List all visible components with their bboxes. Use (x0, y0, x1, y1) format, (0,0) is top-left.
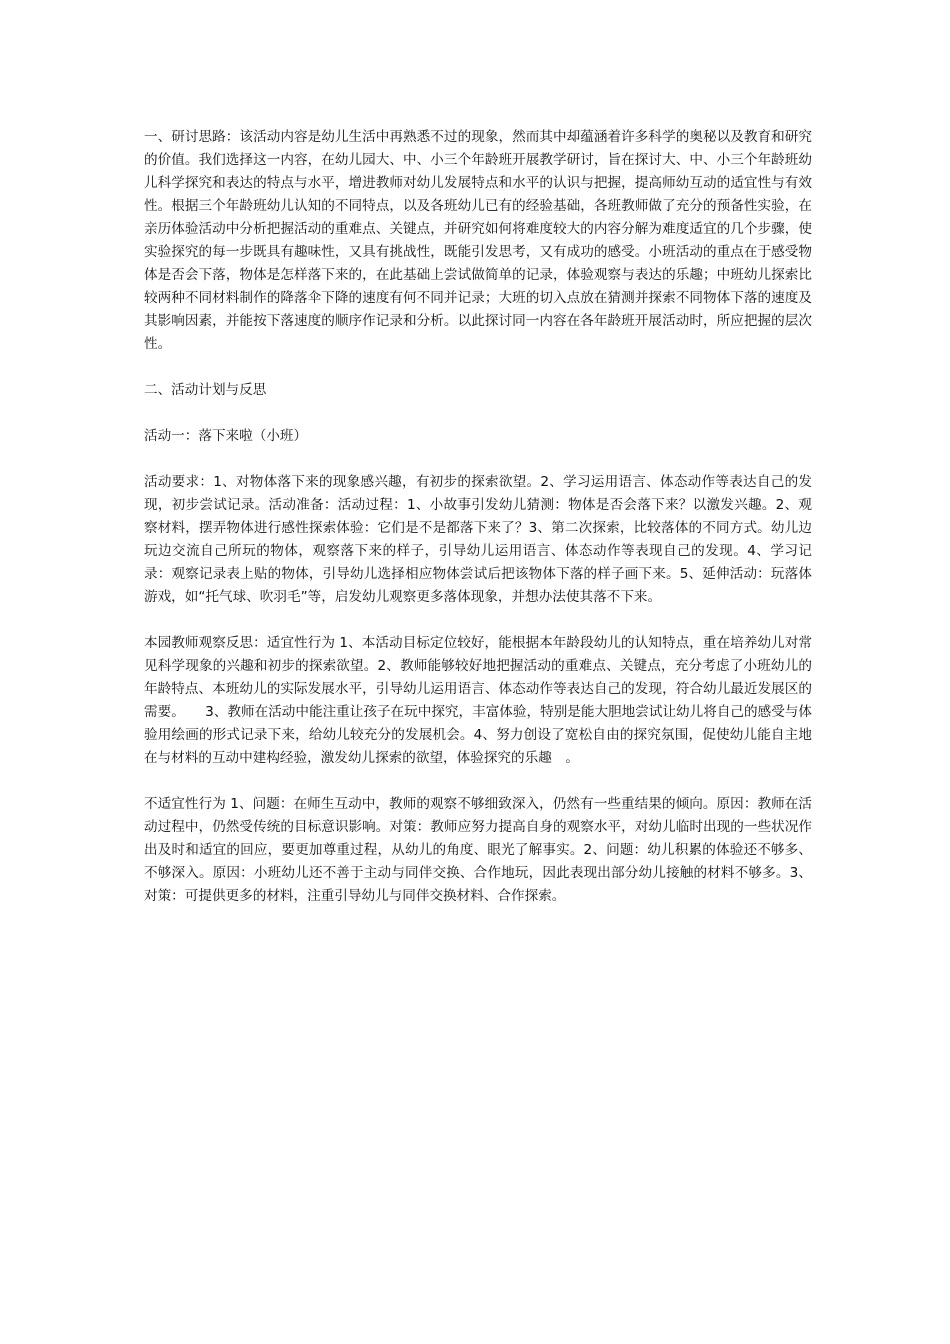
paragraph-spacer (144, 448, 812, 471)
activity-title: 活动一：落下来啦（小班） (144, 428, 308, 444)
paragraph-spacer (144, 770, 812, 793)
paragraph-teacher-reflection: 本园教师观察反思：适宜性行为 1、本活动目标定位较好，能根据本年龄段幼儿的认知特点，重在培养幼儿对常见科学现象的兴趣和初步的探索欲望。2、教师能够较好地把握活动的重难点、关键点，充分考虑了小班幼儿的年龄特点、本班幼儿的实际发展水平，引导幼儿运用语言、体态动作等表达自己的发现，符合幼儿最近发展区的需要。 3、教师在活动中能注重让孩子在玩中探究，丰富体验，特别是能大胆地尝试让幼儿将自己的感受与体验用绘画的形式记录下来，给幼儿较充分的发展机会。4、努力创设了宽松自由的探究氛围，促使幼儿能自主地在与材料的互动中建构经验，激发幼儿探索的欲望，体验探究的乐趣 。 (144, 635, 812, 766)
paragraph-spacer (144, 402, 812, 425)
document-page (144, 126, 812, 908)
paragraph-research-approach: 一、研讨思路：该活动内容是幼儿生活中再熟悉不过的现象，然而其中却蕴涵着许多科学的奥秘以及教育和研究的价值。我们选择这一内容，在幼儿园大、中、小三个年龄班开展教学研讨，旨在探讨大、中、小三个年龄班幼儿科学探究和表达的特点与水平，增进教师对幼儿发展特点和水平的认识与把握，提高师幼互动的适宜性与有效性。根据三个年龄班幼儿认知的不同特点，以及各班幼儿已有的经验基础，各班教师做了充分的预备性实验，在亲历体验活动中分析把握活动的重难点、关键点，并研究如何将难度较大的内容分解为难度适宜的几个步骤，使实验探究的每一步既具有趣味性，又具有挑战性，既能引发思考，又有成功的感受。小班活动的重点在于感受物体是否会下落，物体是怎样落下来的，在此基础上尝试做简单的记录，体验观察与表达的乐趣；中班幼儿探索比较两种不同材料制作的降落伞下降的速度有何不同并记录；大班的切入点放在猜测并探索不同物体下落的速度及其影响因素，并能按下落速度的顺序作记录和分析。以此探讨同一内容在各年龄班开展活动时，所应把握的层次性。 (144, 129, 812, 352)
paragraph-inappropriate-behavior: 不适宜性行为 1、问题：在师生互动中，教师的观察不够细致深入，仍然有一些重结果的倾向。原因：教师在活动过程中，仍然受传统的目标意识影响。对策：教师应努力提高自身的观察水平，对幼儿临时出现的一些状况作出及时和适宜的回应，要更加尊重过程，从幼儿的角度、眼光了解事实。2、问题：幼儿积累的体验还不够多、不够深入。原因：小班幼儿还不善于主动与同伴交换、合作地玩，因此表现出部分幼儿接触的材料不够多。3、 对策：可提供更多的材料，注重引导幼儿与同伴交换材料、合作探索。 (144, 796, 812, 904)
paragraph-activity-requirements: 活动要求：1、对物体落下来的现象感兴趣，有初步的探索欲望。2、学习运用语言、体态动作等表达自己的发现，初步尝试记录。活动准备：活动过程：1、小故事引发幼儿猜测：物体是否会落下来？以激发兴趣。2、观察材料，摆弄物体进行感性探索体验：它们是不是都落下来了？3、第二次探索，比较落体的不同方式。幼儿边玩边交流自己所玩的物体，观察落下来的样子，引导幼儿运用语言、体态动作等表现自己的发现。4、学习记录：观察记录表上贴的物体，引导幼儿选择相应物体尝试后把该物体下落的样子画下来。5、延伸活动：玩落体游戏，如“托气球、吹羽毛”等，启发幼儿观察更多落体现象，并想办法使其落不下来。 (144, 474, 812, 605)
section-heading-plan-reflection: 二、活动计划与反思 (144, 382, 267, 398)
paragraph-spacer (144, 609, 812, 632)
paragraph-spacer (144, 356, 812, 379)
